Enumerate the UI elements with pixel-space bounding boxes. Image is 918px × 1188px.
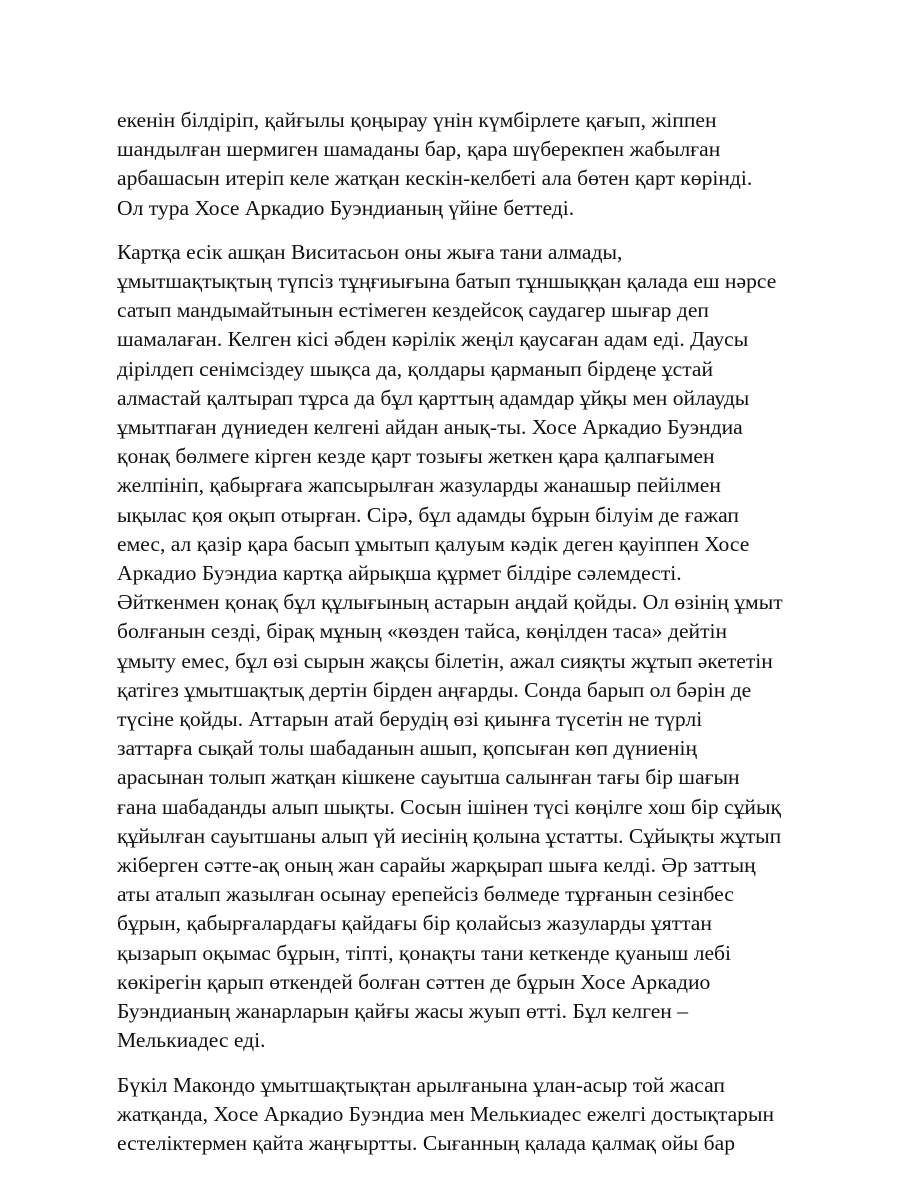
text-line: сатып мандымайтынын естімеген кездейсоқ саудагер шығар деп xyxy=(117,298,709,323)
body-text xyxy=(117,106,817,1173)
text-line: дірілдеп сенімсіздеу шықса да, қолдары қарманып бірдеңе ұстай xyxy=(117,356,714,381)
text-line: аты аталып жазылған осынау ерепейсіз бөлмеде тұрғанын сезінбес xyxy=(117,882,734,907)
text-line: ғана шабаданды алып шықты. Сосын ішінен түсі көңілге хош бір сұйық xyxy=(117,794,781,819)
paragraph-3 xyxy=(117,1071,817,1159)
text-line: ұмытпаған дүниеден келгені айдан анық-ты. Хосе Аркадио Буэндиа xyxy=(117,415,743,440)
text-line: ықылас қоя оқып отырған. Сірә, бұл адамды бұрын білуім де ғажап xyxy=(117,502,739,527)
text-line: арбашасын итеріп келе жатқан кескін-келбеті ала бөтен қарт көрінді. xyxy=(117,166,753,191)
text-line: екенін білдіріп, қайғылы қоңырау үнін күмбірлете қағып, жіппен xyxy=(117,108,717,132)
text-line: қызарып оқымас бұрын, тіпті, қонақты тани кеткенде қуаныш лебі xyxy=(117,940,732,965)
text-line: Әйткенмен қонақ бұл құлығының астарын аңдай қойды. Ол өзінің ұмыт xyxy=(117,590,783,615)
text-line: емес, ал қазір қара басып ұмытып қалуым кәдік деген қауіппен Хосе xyxy=(117,531,750,556)
paragraph-2 xyxy=(117,238,817,1056)
text-line: естеліктермен қайта жаңғыртты. Сығанның қалада қалмақ ойы бар xyxy=(117,1130,736,1155)
text-line: Мелькиадес еді. xyxy=(117,1028,266,1053)
text-line: Бүкіл Макондо ұмытшақтықтан арылғанына ұлан-асыр той жасап xyxy=(117,1072,725,1097)
text-line: жатқанда, Хосе Аркадио Буэндиа мен Мелькиадес ежелгі достықтарын xyxy=(117,1101,775,1126)
text-line: Аркадио Буэндиа картқа айрықша құрмет білдіре сәлемдесті. xyxy=(117,561,682,586)
text-line: желпініп, қабырғаға жапсырылған жазуларды жанашыр пейілмен xyxy=(117,473,721,498)
text-line: Буэндианың жанарларын қайғы жасы жуып өтті. Бұл келген – xyxy=(117,999,689,1024)
paragraph-1 xyxy=(117,106,817,223)
text-line: арасынан толып жатқан кішкене сауытша салынған тағы бір шағын xyxy=(117,765,740,790)
text-line: қатігез ұмытшақтық дертін бірден аңғарды. Сонда барып ол бәрін де xyxy=(117,677,752,702)
text-line: бұрын, қабырғалардағы қайдағы бір қолайсыз жазуларды ұяттан xyxy=(117,911,712,936)
text-line: алмастай қалтырап тұрса да бұл қарттың адамдар ұйқы мен ойлауды xyxy=(117,385,750,410)
text-line: түсіне қойды. Аттарын атай берудің өзі қиынға түсетін не түрлі xyxy=(117,707,703,732)
text-line: шамалаған. Келген кісі әбден кәрілік жеңіл қаусаған адам еді. Даусы xyxy=(117,327,749,352)
text-line: көкірегін қарып өткендей болған сәттен де бұрын Хосе Аркадио xyxy=(117,969,711,994)
text-line: Ол тура Хосе Аркадио Буэндианың үйіне беттеді. xyxy=(117,195,575,220)
text-line: заттарға сықай толы шабаданын ашып, қопсыған көп дүниенің xyxy=(117,736,697,761)
text-line: Картқа есік ашқан Виситасьон оны жыға тани алмады, xyxy=(117,239,623,264)
text-line: құйылған сауытшаны алып үй иесінің қолына ұстатты. Сұйықты жұтып xyxy=(117,823,782,848)
text-line: ұмыту емес, бұл өзі сырын жақсы білетін, ажал сияқты жұтып әкететін xyxy=(117,648,773,673)
text-line: ұмытшақтықтың түпсіз тұңғиығына батып тұншыққан қалада еш нәрсе xyxy=(117,269,777,294)
text-line: болғанын сезді, бірақ мұның «көзден тайса, көңілден таса» дейтін xyxy=(117,619,728,644)
text-line: қонақ бөлмеге кірген кезде қарт тозығы жеткен қара қалпағымен xyxy=(117,444,715,469)
text-line: шандылған шермиген шамаданы бар, қара шүберекпен жабылған xyxy=(117,137,721,162)
text-line: жіберген сәтте-ақ оның жан сарайы жарқырап шыға келді. Әр заттың xyxy=(117,853,756,878)
